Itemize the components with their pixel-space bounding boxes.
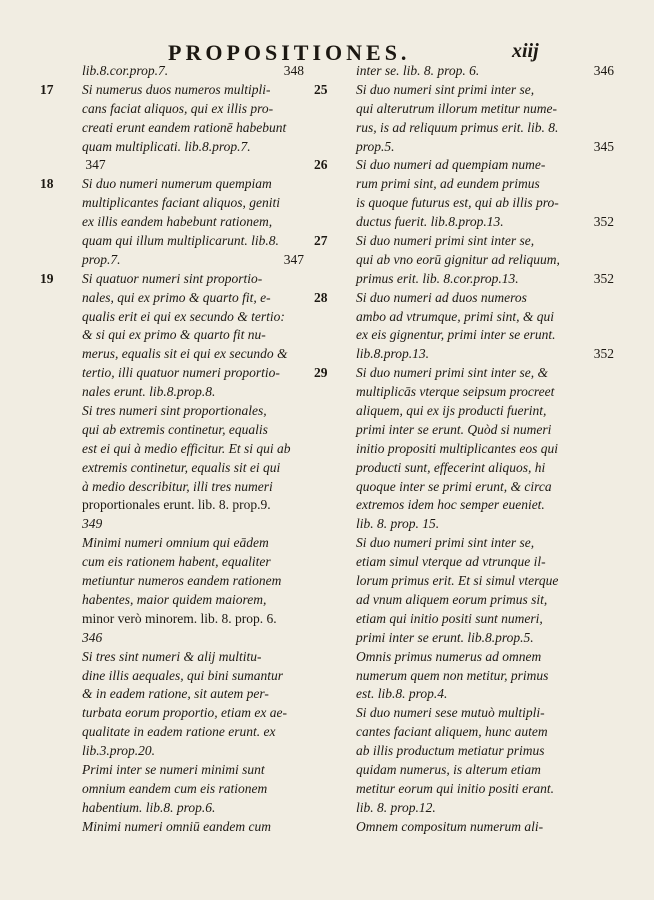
entry-line: qui ab vno eorū gignitur ad reliquum, [356,251,560,267]
entry-line: extremos idem hoc semper eueniet. [356,497,545,513]
entry-line: 29 Si duo numeri primi sint inter se, & [314,365,548,381]
entry-line: metitur eorum qui initio positi erant. [356,780,554,796]
entry-line: 25 Si duo numeri sint primi inter se, [314,81,535,97]
entry-line: cans faciat aliquos, qui ex illis pro- [82,100,274,116]
entry-line: cantes faciant aliquem, hunc autem [356,724,548,740]
right-column [314,62,614,837]
entry-line: producti sunt, effecerint aliquos, hi [356,459,546,475]
entry-line: qualitate in eadem ratione erunt. ex [82,724,276,740]
entry-line: Omnem compositum numerum ali- [356,818,544,834]
entry-line: ex illis eandem habebunt rationem, [82,214,273,230]
entry-line: quidam numerus, is alterum etiam [356,761,541,777]
entry-line: 17 Si numerus duos numeros multipli- [40,81,271,97]
entry-line: 346 [82,629,103,645]
entry-line: ab illis productum metiatur primus [356,743,545,759]
entry-line: inter se. lib. 8. prop. 6. 346 [356,63,614,78]
entry-line: 27 Si duo numeri primi sint inter se, [314,233,535,249]
page-number: xiij [512,40,539,62]
entry-line: Minimi numeri omniū eandem cum [82,818,271,834]
entry-line: ad vnum aliquem eorum primus sit, [356,591,548,607]
entry-line: lib. 8. prop. 15. [356,516,440,532]
entry-line: primi inter se erunt. lib.8.prop.5. [356,629,534,645]
entry-line: est ei qui à medio efficitur. Et si qui ab [82,440,291,456]
entry-line: rum primi sint, ad eundem primus [356,176,540,192]
entry-line: is quoque futurus est, qui ab illis pro- [356,195,559,211]
entry-line: Si duo numeri primi sint inter se, [356,535,535,551]
entry-line: etiam qui initio positi sunt numeri, [356,610,543,626]
entry-line: tertio, illi quatuor numeri proportio- [82,365,280,381]
entry-line: lorum primus erit. Et si simul vterque [356,573,559,589]
entry-line: Si tres sint numeri & alij multitu- [82,648,262,664]
entry-line: à medio describitur, illi tres numeri [82,478,273,494]
entry-line: multiplicās vterque seipsum procreet [356,384,555,400]
entry-line: quam qui illum multiplicarunt. lib.8. [82,233,279,249]
entry-line: dine illis aequales, qui bini sumantur [82,667,283,683]
entry-line: ambo ad vtrumque, primi sint, & qui [356,308,554,324]
entry-line: Minimi numeri omnium qui eādem [82,535,269,551]
entry-line: nales, qui ex primo & quarto fit, e- [82,289,271,305]
entry-line: habentium. lib.8. prop.6. [82,799,216,815]
entry-line: est. lib.8. prop.4. [356,686,448,702]
entry-line: Primi inter se numeri minimi sunt [82,761,265,777]
entry-line: 26 Si duo numeri ad quempiam nume- [314,157,546,173]
entry-line: 19 Si quatuor numeri sint proportio- [40,270,263,286]
entry-line: numerum quem non metitur, primus [356,667,549,683]
entry-line: turbata eorum proportio, etiam ex ae- [82,705,287,721]
entry-line: 28 Si duo numeri ad duos numeros [314,289,527,305]
entry-line: minor verò minorem. lib. 8. prop. 6. [82,610,277,626]
entry-line: creati erunt eandem rationē habebunt [82,119,287,135]
entry-line: Si tres numeri sint proportionales, [82,403,267,419]
entry-line: cum eis rationem habent, equaliter [82,554,271,570]
entry-line: quam multiplicati. lib.8.prop.7. [82,138,251,154]
entry-line: Si duo numeri sese mutuò multipli- [356,705,545,721]
entry-line: lib.8.cor.prop.7. 348 [82,63,304,78]
entry-line: aliquem, qui ex ijs producti fuerint, [356,403,547,419]
entry-line: 349 [82,516,103,532]
entry-line: prop.7. 347 [82,251,304,267]
entry-line: lib.8.prop.13. 352 [356,346,614,362]
entry-line: qui ab extremis continetur, equalis [82,421,268,437]
entry-line: prop.5. 345 [356,138,614,154]
entry-line: primi inter se erunt. Quòd si numeri [356,421,552,437]
entry-line: ex eis gignentur, primi inter se erunt. [356,327,556,343]
entry-line: etiam simul vterque ad vtrunque il- [356,554,546,570]
entry-line: lib.3.prop.20. [82,743,156,759]
entry-line: initio propositi multiplicantes eos qui [356,440,558,456]
entry-line: primus erit. lib. 8.cor.prop.13. 352 [356,270,614,286]
entry-line: 18 Si duo numeri numerum quempiam [40,176,272,192]
entry-line: multiplicantes faciant aliquos, geniti [82,195,280,211]
entry-line: omnium eandem cum eis rationem [82,780,268,796]
entry-line: rus, is ad reliquum primus erit. lib. 8. [356,119,559,135]
entry-line: Omnis primus numerus ad omnem [356,648,542,664]
entry-line: qualis erit ei qui ex secundo & tertio: [82,308,285,324]
entry-line: & si qui ex primo & quarto fit nu- [82,327,266,343]
entry-line: 347 [85,157,106,173]
entry-line: qui alterutrum illorum metitur nume- [356,100,557,116]
entry-line: metiuntur numeros eandem rationem [82,573,282,589]
entry-line: proportionales erunt. lib. 8. prop.9. [82,497,271,513]
running-header-title: PROPOSITIONES. [168,40,411,65]
entry-line: ductus fuerit. lib.8.prop.13. 352 [356,214,614,230]
left-column [40,62,304,837]
entry-line: merus, equalis sit ei qui ex secundo & [82,346,288,362]
entry-line: quoque inter se primi erunt, & circa [356,478,552,494]
entry-line: habentes, maior quidem maiorem, [82,591,267,607]
entry-line: & in eadem ratione, sit autem per- [82,686,269,702]
entry-line: extremis continetur, equalis sit ei qui [82,459,281,475]
entry-line: nales erunt. lib.8.prop.8. [82,384,216,400]
entry-line: lib. 8. prop.12. [356,799,436,815]
